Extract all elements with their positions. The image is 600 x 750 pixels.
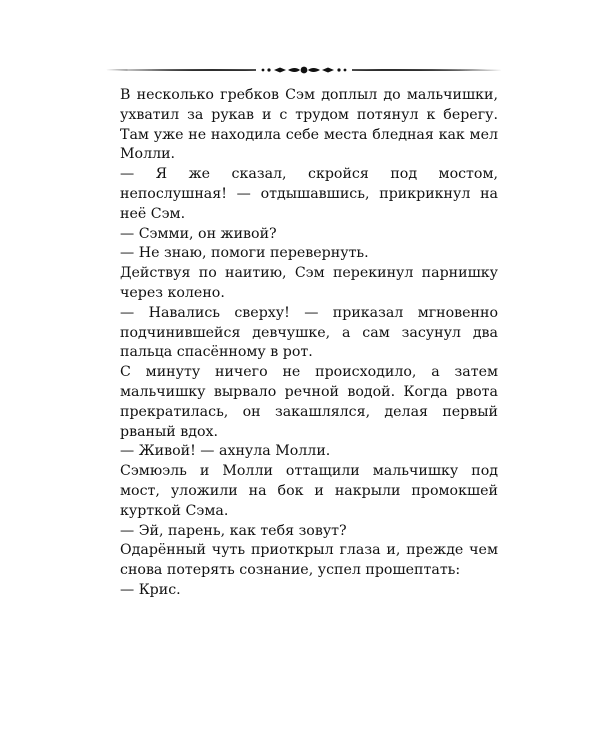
paragraph: Одарённый чуть приоткрыл глаза и, прежде чем снова потерять сознание, успел прошептать: — [120, 542, 498, 579]
ornamental-divider — [106, 60, 502, 80]
paragraph: Действуя по наитию, Сэм перекинул парнишку через колено. — [120, 265, 498, 301]
paragraph: — Я же сказал, скройся под мостом, непослушная! — отдышавшись, прикрикнул на неё Сэм. — [120, 166, 498, 222]
paragraph: — Навались сверху! — приказал мгновенно подчинившейся девчушке, а сам засунул два пальца спасённому в рот. — [120, 304, 498, 361]
paragraph: С минуту ничего не происходило, а затем мальчишку вырвало речной водой. Когда рвота прекратилась, он закашлялся, делая первый рваный вдох. — [120, 364, 498, 440]
paragraph: — Сэмми, он живой? — [120, 225, 277, 242]
paragraph: — Не знаю, помоги перевернуть. — [120, 245, 369, 262]
paragraph: — Крис. — [120, 581, 181, 598]
body-text — [120, 86, 498, 601]
paragraph: Сэмюэль и Молли оттащили мальчишку под мост, уложили на бок и накрыли промокшей курткой Сэма. — [120, 463, 498, 519]
paragraph: В несколько гребков Сэм доплыл до мальчишки, ухватил за рукав и с трудом потянул к берегу. Там уже не находила себе места бледная как мел Молли. — [120, 87, 498, 163]
paragraph: — Эй, парень, как тебя зовут? — [120, 522, 347, 539]
paragraph: — Живой! — ахнула Молли. — [120, 443, 331, 460]
